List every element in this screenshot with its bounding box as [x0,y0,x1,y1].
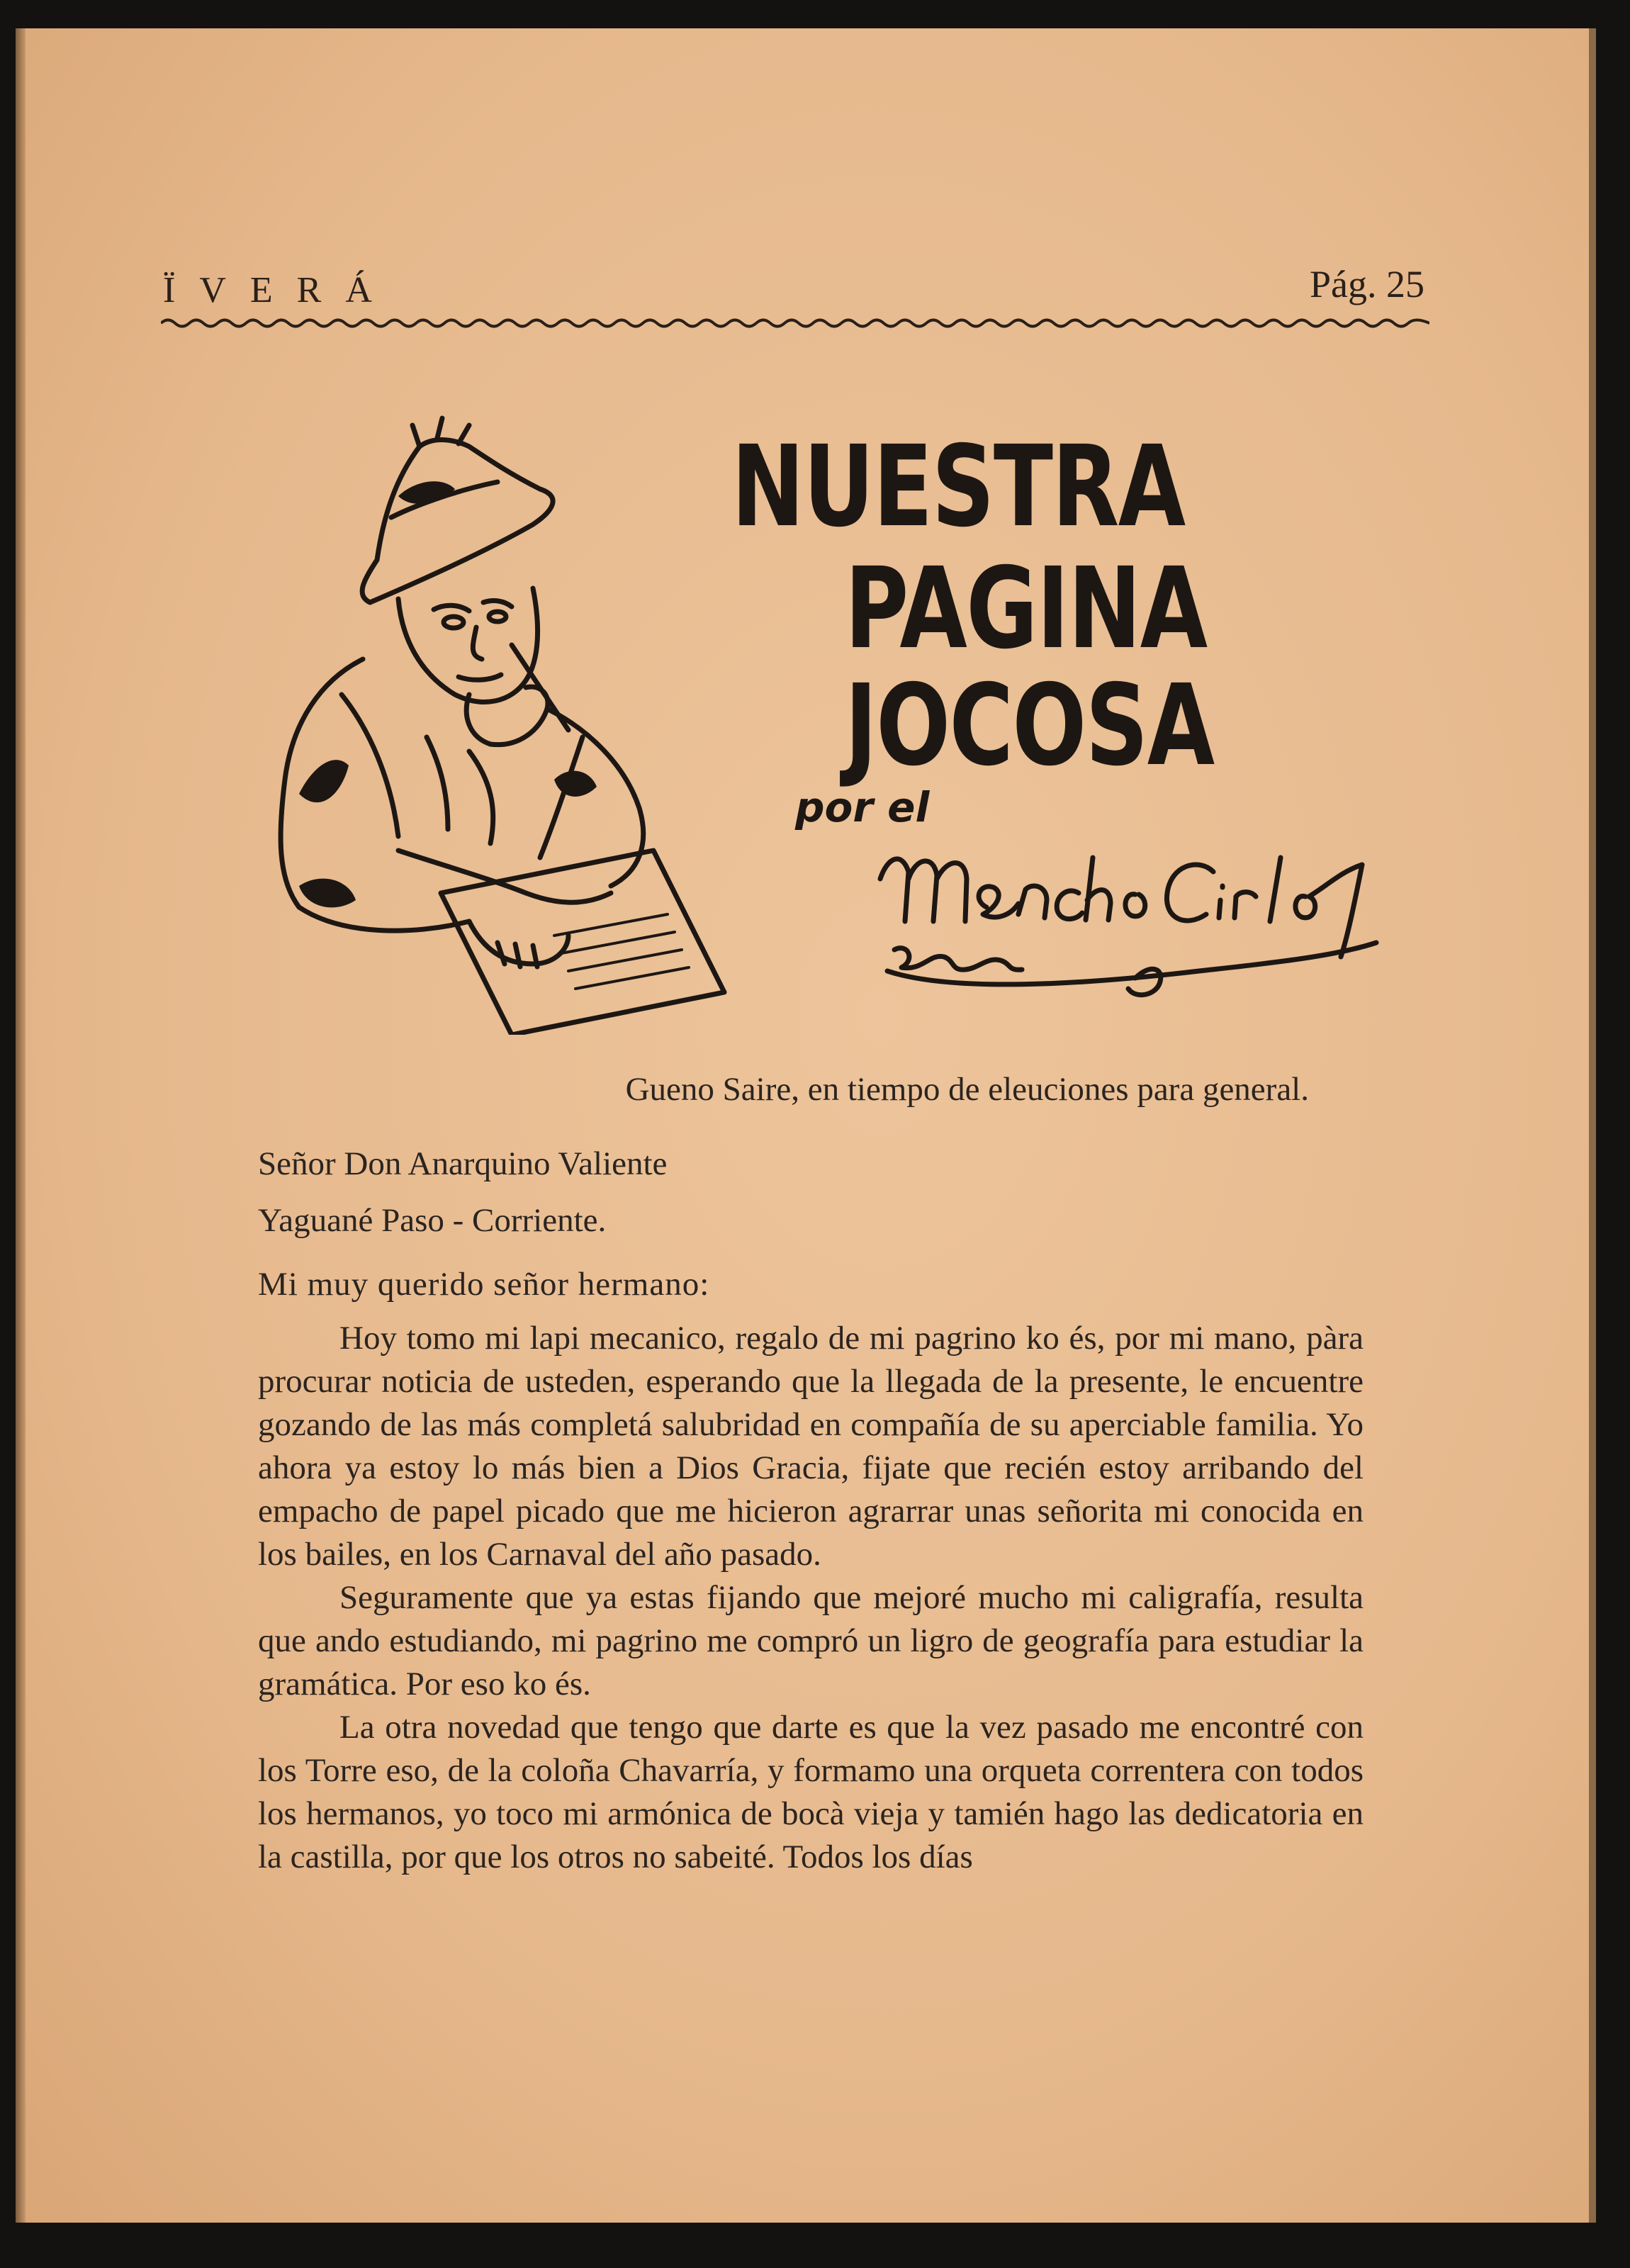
book-spine [16,28,26,2223]
page [16,28,1596,2223]
recipient-name: Señor Don Anarquino Valiente [258,1145,668,1182]
author-signature [866,829,1405,1014]
letter-body [258,1317,1364,1879]
byline: por el [795,783,930,831]
title-line-3: JOCOSA [845,661,1214,791]
paragraph: Seguramente que ya estas fijando que mejoré mucho mi caligrafía, resulta que ando estudiando, mi pagrino me compró un ligro de geografía para estudiar la gramática. Por eso ko és. [258,1579,1364,1702]
salutation: Mi muy querido señor hermano: [258,1266,710,1303]
recipient-place: Yaguané Paso - Corriente. [258,1202,607,1239]
wavy-header-rule [161,315,1429,331]
title-line-1: NUESTRA [731,422,1185,552]
paragraph: Hoy tomo mi lapi mecanico, regalo de mi pagrino ko és, por mi mano, pàra procurar noticia de usteden, esperando que la llegada de la presente, le encuentre gozando de las más completá salubridad en compañía de su aperciable familia. Yo ahora ya estoy lo más bien a Dios Gracia, fijate que recién estoy arribando del empacho de papel picado que me hicieron agrarrar unas señorita mi conocida en los bailes, en los Carnaval del año pasado. [258,1320,1364,1573]
page-number: Pág. 25 [1310,263,1424,305]
title-line-2: PAGINA [845,544,1207,674]
paragraph: La otra novedad que tengo que darte es que la vez pasado me encontré con los Torre eso, de la coloña Chavarría, y formamo una orqueta correntera con todos los hermanos, yo toco mi armónica de bocà vieja y tamién hago las dedicatoria en la castilla, por que los otros no sabeité. Todos los días [258,1709,1364,1875]
publication-title: ÏVERÁ [163,270,396,310]
letter-dateline: Gueno Saire, en tiempo de eleuciones para general. [625,1071,1309,1108]
gaucho-writing-illustration [257,397,795,1035]
